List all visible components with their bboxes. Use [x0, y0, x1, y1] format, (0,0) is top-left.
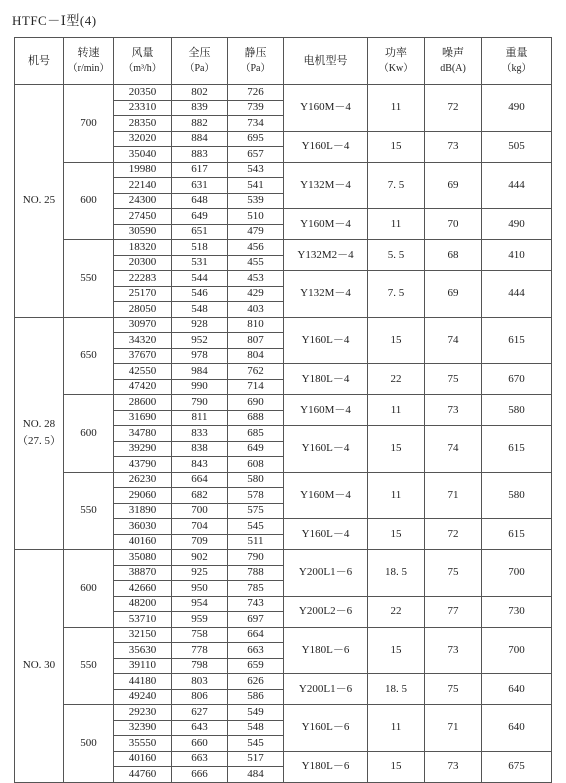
airflow-cell: 39110 — [114, 658, 172, 674]
static-pressure-cell: 739 — [228, 100, 284, 116]
noise-cell: 69 — [425, 271, 482, 318]
airflow-cell: 20300 — [114, 255, 172, 271]
fan-spec-table — [14, 37, 552, 783]
machine-number-alt: （27. 5） — [17, 435, 61, 448]
motor-model-cell: Y180L－6 — [284, 751, 368, 782]
static-pressure-cell: 663 — [228, 643, 284, 659]
static-pressure-cell: 657 — [228, 147, 284, 163]
static-pressure-cell: 664 — [228, 627, 284, 643]
weight-cell: 700 — [482, 627, 552, 674]
total-pressure-cell: 649 — [172, 209, 228, 225]
motor-model-cell: Y160L－4 — [284, 317, 368, 364]
power-cell: 15 — [368, 317, 425, 364]
airflow-cell: 48200 — [114, 596, 172, 612]
airflow-cell: 22283 — [114, 271, 172, 287]
weight-cell: 640 — [482, 705, 552, 752]
motor-model-cell: Y160M－4 — [284, 209, 368, 240]
power-cell: 11 — [368, 395, 425, 426]
table-row — [15, 472, 552, 488]
total-pressure-cell: 758 — [172, 627, 228, 643]
header-noise: 噪声 dB(A) — [425, 38, 482, 85]
static-pressure-cell: 539 — [228, 193, 284, 209]
power-cell: 15 — [368, 519, 425, 550]
weight-cell: 615 — [482, 426, 552, 473]
speed-cell: 600 — [64, 550, 114, 628]
total-pressure-cell: 838 — [172, 441, 228, 457]
total-pressure-cell: 709 — [172, 534, 228, 550]
static-pressure-cell: 455 — [228, 255, 284, 271]
airflow-cell: 18320 — [114, 240, 172, 256]
airflow-cell: 19980 — [114, 162, 172, 178]
noise-cell: 73 — [425, 751, 482, 782]
total-pressure-cell: 839 — [172, 100, 228, 116]
airflow-cell: 40160 — [114, 534, 172, 550]
static-pressure-cell: 626 — [228, 674, 284, 690]
total-pressure-cell: 811 — [172, 410, 228, 426]
speed-cell: 500 — [64, 705, 114, 783]
power-cell: 5. 5 — [368, 240, 425, 271]
total-pressure-cell: 978 — [172, 348, 228, 364]
header-weight: 重量 （kg） — [482, 38, 552, 85]
weight-cell: 505 — [482, 131, 552, 162]
noise-cell: 75 — [425, 550, 482, 597]
table-row — [15, 550, 552, 566]
static-pressure-cell: 548 — [228, 720, 284, 736]
airflow-cell: 23310 — [114, 100, 172, 116]
machine-number: NO. 25 — [22, 194, 56, 207]
airflow-cell: 34320 — [114, 333, 172, 349]
static-pressure-cell: 545 — [228, 736, 284, 752]
static-pressure-cell: 510 — [228, 209, 284, 225]
motor-model-cell: Y160L－4 — [284, 519, 368, 550]
speed-cell: 550 — [64, 627, 114, 705]
total-pressure-cell: 704 — [172, 519, 228, 535]
total-pressure-cell: 928 — [172, 317, 228, 333]
weight-cell: 640 — [482, 674, 552, 705]
total-pressure-cell: 643 — [172, 720, 228, 736]
total-pressure-cell: 925 — [172, 565, 228, 581]
static-pressure-cell: 697 — [228, 612, 284, 628]
table-body — [15, 85, 552, 783]
total-pressure-cell: 952 — [172, 333, 228, 349]
noise-cell: 73 — [425, 131, 482, 162]
page-title: HTFC－Ⅰ型(4) — [12, 13, 97, 28]
weight-cell: 615 — [482, 519, 552, 550]
static-pressure-cell: 810 — [228, 317, 284, 333]
total-pressure-cell: 627 — [172, 705, 228, 721]
airflow-cell: 26230 — [114, 472, 172, 488]
static-pressure-cell: 484 — [228, 767, 284, 783]
table-row — [15, 705, 552, 721]
speed-cell: 700 — [64, 85, 114, 163]
noise-cell: 71 — [425, 472, 482, 519]
static-pressure-cell: 726 — [228, 85, 284, 101]
power-cell: 15 — [368, 751, 425, 782]
weight-cell: 490 — [482, 85, 552, 132]
weight-cell: 580 — [482, 472, 552, 519]
static-pressure-cell: 804 — [228, 348, 284, 364]
airflow-cell: 25170 — [114, 286, 172, 302]
total-pressure-cell: 884 — [172, 131, 228, 147]
total-pressure-cell: 648 — [172, 193, 228, 209]
total-pressure-cell: 954 — [172, 596, 228, 612]
power-cell: 11 — [368, 705, 425, 752]
total-pressure-cell: 959 — [172, 612, 228, 628]
total-pressure-cell: 778 — [172, 643, 228, 659]
static-pressure-cell: 575 — [228, 503, 284, 519]
total-pressure-cell: 806 — [172, 689, 228, 705]
static-pressure-cell: 541 — [228, 178, 284, 194]
total-pressure-cell: 798 — [172, 658, 228, 674]
motor-model-cell: Y132M－4 — [284, 162, 368, 209]
header-power: 功率 （Kw） — [368, 38, 425, 85]
airflow-cell: 30970 — [114, 317, 172, 333]
static-pressure-cell: 517 — [228, 751, 284, 767]
total-pressure-cell: 990 — [172, 379, 228, 395]
static-pressure-cell: 403 — [228, 302, 284, 318]
power-cell: 15 — [368, 426, 425, 473]
airflow-cell: 35630 — [114, 643, 172, 659]
static-pressure-cell: 586 — [228, 689, 284, 705]
table-row — [15, 240, 552, 256]
motor-model-cell: Y200L2－6 — [284, 596, 368, 627]
power-cell: 11 — [368, 472, 425, 519]
weight-cell: 490 — [482, 209, 552, 240]
weight-cell: 670 — [482, 364, 552, 395]
airflow-cell: 32390 — [114, 720, 172, 736]
weight-cell: 700 — [482, 550, 552, 597]
weight-cell: 410 — [482, 240, 552, 271]
noise-cell: 69 — [425, 162, 482, 209]
total-pressure-cell: 950 — [172, 581, 228, 597]
airflow-cell: 29060 — [114, 488, 172, 504]
motor-model-cell: Y180L－4 — [284, 364, 368, 395]
power-cell: 11 — [368, 209, 425, 240]
machine-number: NO. 30 — [22, 659, 56, 672]
power-cell: 22 — [368, 364, 425, 395]
table-row — [15, 162, 552, 178]
table-row — [15, 627, 552, 643]
static-pressure-cell: 743 — [228, 596, 284, 612]
airflow-cell: 49240 — [114, 689, 172, 705]
airflow-cell: 42550 — [114, 364, 172, 380]
noise-cell: 72 — [425, 85, 482, 132]
static-pressure-cell: 511 — [228, 534, 284, 550]
noise-cell: 74 — [425, 426, 482, 473]
airflow-cell: 35550 — [114, 736, 172, 752]
total-pressure-cell: 984 — [172, 364, 228, 380]
airflow-cell: 20350 — [114, 85, 172, 101]
motor-model-cell: Y160L－6 — [284, 705, 368, 752]
power-cell: 15 — [368, 131, 425, 162]
static-pressure-cell: 790 — [228, 550, 284, 566]
noise-cell: 73 — [425, 395, 482, 426]
total-pressure-cell: 664 — [172, 472, 228, 488]
motor-model-cell: Y132M－4 — [284, 271, 368, 318]
airflow-cell: 35040 — [114, 147, 172, 163]
airflow-cell: 27450 — [114, 209, 172, 225]
power-cell: 11 — [368, 85, 425, 132]
total-pressure-cell: 617 — [172, 162, 228, 178]
airflow-cell: 39290 — [114, 441, 172, 457]
header-static-pressure: 静压 （Pa） — [228, 38, 284, 85]
total-pressure-cell: 803 — [172, 674, 228, 690]
machine-cell — [15, 317, 64, 550]
airflow-cell: 31890 — [114, 503, 172, 519]
header-machine: 机号 — [15, 38, 64, 85]
total-pressure-cell: 833 — [172, 426, 228, 442]
noise-cell: 75 — [425, 674, 482, 705]
airflow-cell: 47420 — [114, 379, 172, 395]
power-cell: 18. 5 — [368, 550, 425, 597]
total-pressure-cell: 531 — [172, 255, 228, 271]
total-pressure-cell: 843 — [172, 457, 228, 473]
machine-cell — [15, 85, 64, 318]
noise-cell: 71 — [425, 705, 482, 752]
static-pressure-cell: 545 — [228, 519, 284, 535]
static-pressure-cell: 762 — [228, 364, 284, 380]
total-pressure-cell: 548 — [172, 302, 228, 318]
total-pressure-cell: 663 — [172, 751, 228, 767]
total-pressure-cell: 802 — [172, 85, 228, 101]
airflow-cell: 24300 — [114, 193, 172, 209]
table-row — [15, 395, 552, 411]
airflow-cell: 32150 — [114, 627, 172, 643]
static-pressure-cell: 788 — [228, 565, 284, 581]
motor-model-cell: Y160L－4 — [284, 426, 368, 473]
airflow-cell: 42660 — [114, 581, 172, 597]
static-pressure-cell: 695 — [228, 131, 284, 147]
motor-model-cell: Y200L1－6 — [284, 674, 368, 705]
machine-number: NO. 28 — [22, 418, 56, 431]
airflow-cell: 37670 — [114, 348, 172, 364]
noise-cell: 70 — [425, 209, 482, 240]
table-row — [15, 85, 552, 101]
airflow-cell: 44760 — [114, 767, 172, 783]
static-pressure-cell: 714 — [228, 379, 284, 395]
airflow-cell: 34780 — [114, 426, 172, 442]
motor-model-cell: Y180L－6 — [284, 627, 368, 674]
total-pressure-cell: 700 — [172, 503, 228, 519]
weight-cell: 444 — [482, 271, 552, 318]
noise-cell: 72 — [425, 519, 482, 550]
airflow-cell: 35080 — [114, 550, 172, 566]
speed-cell: 550 — [64, 472, 114, 550]
noise-cell: 74 — [425, 317, 482, 364]
static-pressure-cell: 549 — [228, 705, 284, 721]
static-pressure-cell: 685 — [228, 426, 284, 442]
header-total-pressure: 全压 （Pa） — [172, 38, 228, 85]
noise-cell: 77 — [425, 596, 482, 627]
motor-model-cell: Y160L－4 — [284, 131, 368, 162]
airflow-cell: 44180 — [114, 674, 172, 690]
static-pressure-cell: 649 — [228, 441, 284, 457]
airflow-cell: 38870 — [114, 565, 172, 581]
total-pressure-cell: 882 — [172, 116, 228, 132]
total-pressure-cell: 883 — [172, 147, 228, 163]
static-pressure-cell: 608 — [228, 457, 284, 473]
total-pressure-cell: 902 — [172, 550, 228, 566]
motor-model-cell: Y132M2－4 — [284, 240, 368, 271]
static-pressure-cell: 688 — [228, 410, 284, 426]
noise-cell: 75 — [425, 364, 482, 395]
motor-model-cell: Y200L1－6 — [284, 550, 368, 597]
machine-cell — [15, 550, 64, 783]
static-pressure-cell: 543 — [228, 162, 284, 178]
airflow-cell: 53710 — [114, 612, 172, 628]
airflow-cell: 36030 — [114, 519, 172, 535]
airflow-cell: 31690 — [114, 410, 172, 426]
motor-model-cell: Y160M－4 — [284, 472, 368, 519]
speed-cell: 650 — [64, 317, 114, 395]
header-speed: 转速 （r/min） — [64, 38, 114, 85]
airflow-cell: 32020 — [114, 131, 172, 147]
static-pressure-cell: 659 — [228, 658, 284, 674]
total-pressure-cell: 546 — [172, 286, 228, 302]
header-motor-model: 电机型号 — [284, 38, 368, 85]
motor-model-cell: Y160M－4 — [284, 395, 368, 426]
total-pressure-cell: 666 — [172, 767, 228, 783]
total-pressure-cell: 544 — [172, 271, 228, 287]
header-row — [15, 38, 552, 85]
weight-cell: 675 — [482, 751, 552, 782]
total-pressure-cell: 682 — [172, 488, 228, 504]
static-pressure-cell: 479 — [228, 224, 284, 240]
speed-cell: 600 — [64, 162, 114, 240]
static-pressure-cell: 580 — [228, 472, 284, 488]
weight-cell: 615 — [482, 317, 552, 364]
airflow-cell: 40160 — [114, 751, 172, 767]
speed-cell: 550 — [64, 240, 114, 318]
total-pressure-cell: 651 — [172, 224, 228, 240]
weight-cell: 580 — [482, 395, 552, 426]
airflow-cell: 43790 — [114, 457, 172, 473]
total-pressure-cell: 660 — [172, 736, 228, 752]
power-cell: 7. 5 — [368, 271, 425, 318]
airflow-cell: 28050 — [114, 302, 172, 318]
airflow-cell: 28600 — [114, 395, 172, 411]
noise-cell: 73 — [425, 627, 482, 674]
static-pressure-cell: 785 — [228, 581, 284, 597]
noise-cell: 68 — [425, 240, 482, 271]
static-pressure-cell: 807 — [228, 333, 284, 349]
airflow-cell: 28350 — [114, 116, 172, 132]
static-pressure-cell: 690 — [228, 395, 284, 411]
header-airflow: 风量 （m³/h） — [114, 38, 172, 85]
power-cell: 22 — [368, 596, 425, 627]
power-cell: 18. 5 — [368, 674, 425, 705]
total-pressure-cell: 790 — [172, 395, 228, 411]
static-pressure-cell: 429 — [228, 286, 284, 302]
static-pressure-cell: 734 — [228, 116, 284, 132]
airflow-cell: 30590 — [114, 224, 172, 240]
weight-cell: 444 — [482, 162, 552, 209]
static-pressure-cell: 456 — [228, 240, 284, 256]
motor-model-cell: Y160M－4 — [284, 85, 368, 132]
weight-cell: 730 — [482, 596, 552, 627]
total-pressure-cell: 518 — [172, 240, 228, 256]
table-row — [15, 317, 552, 333]
power-cell: 7. 5 — [368, 162, 425, 209]
speed-cell: 600 — [64, 395, 114, 473]
power-cell: 15 — [368, 627, 425, 674]
airflow-cell: 29230 — [114, 705, 172, 721]
static-pressure-cell: 578 — [228, 488, 284, 504]
airflow-cell: 22140 — [114, 178, 172, 194]
total-pressure-cell: 631 — [172, 178, 228, 194]
static-pressure-cell: 453 — [228, 271, 284, 287]
